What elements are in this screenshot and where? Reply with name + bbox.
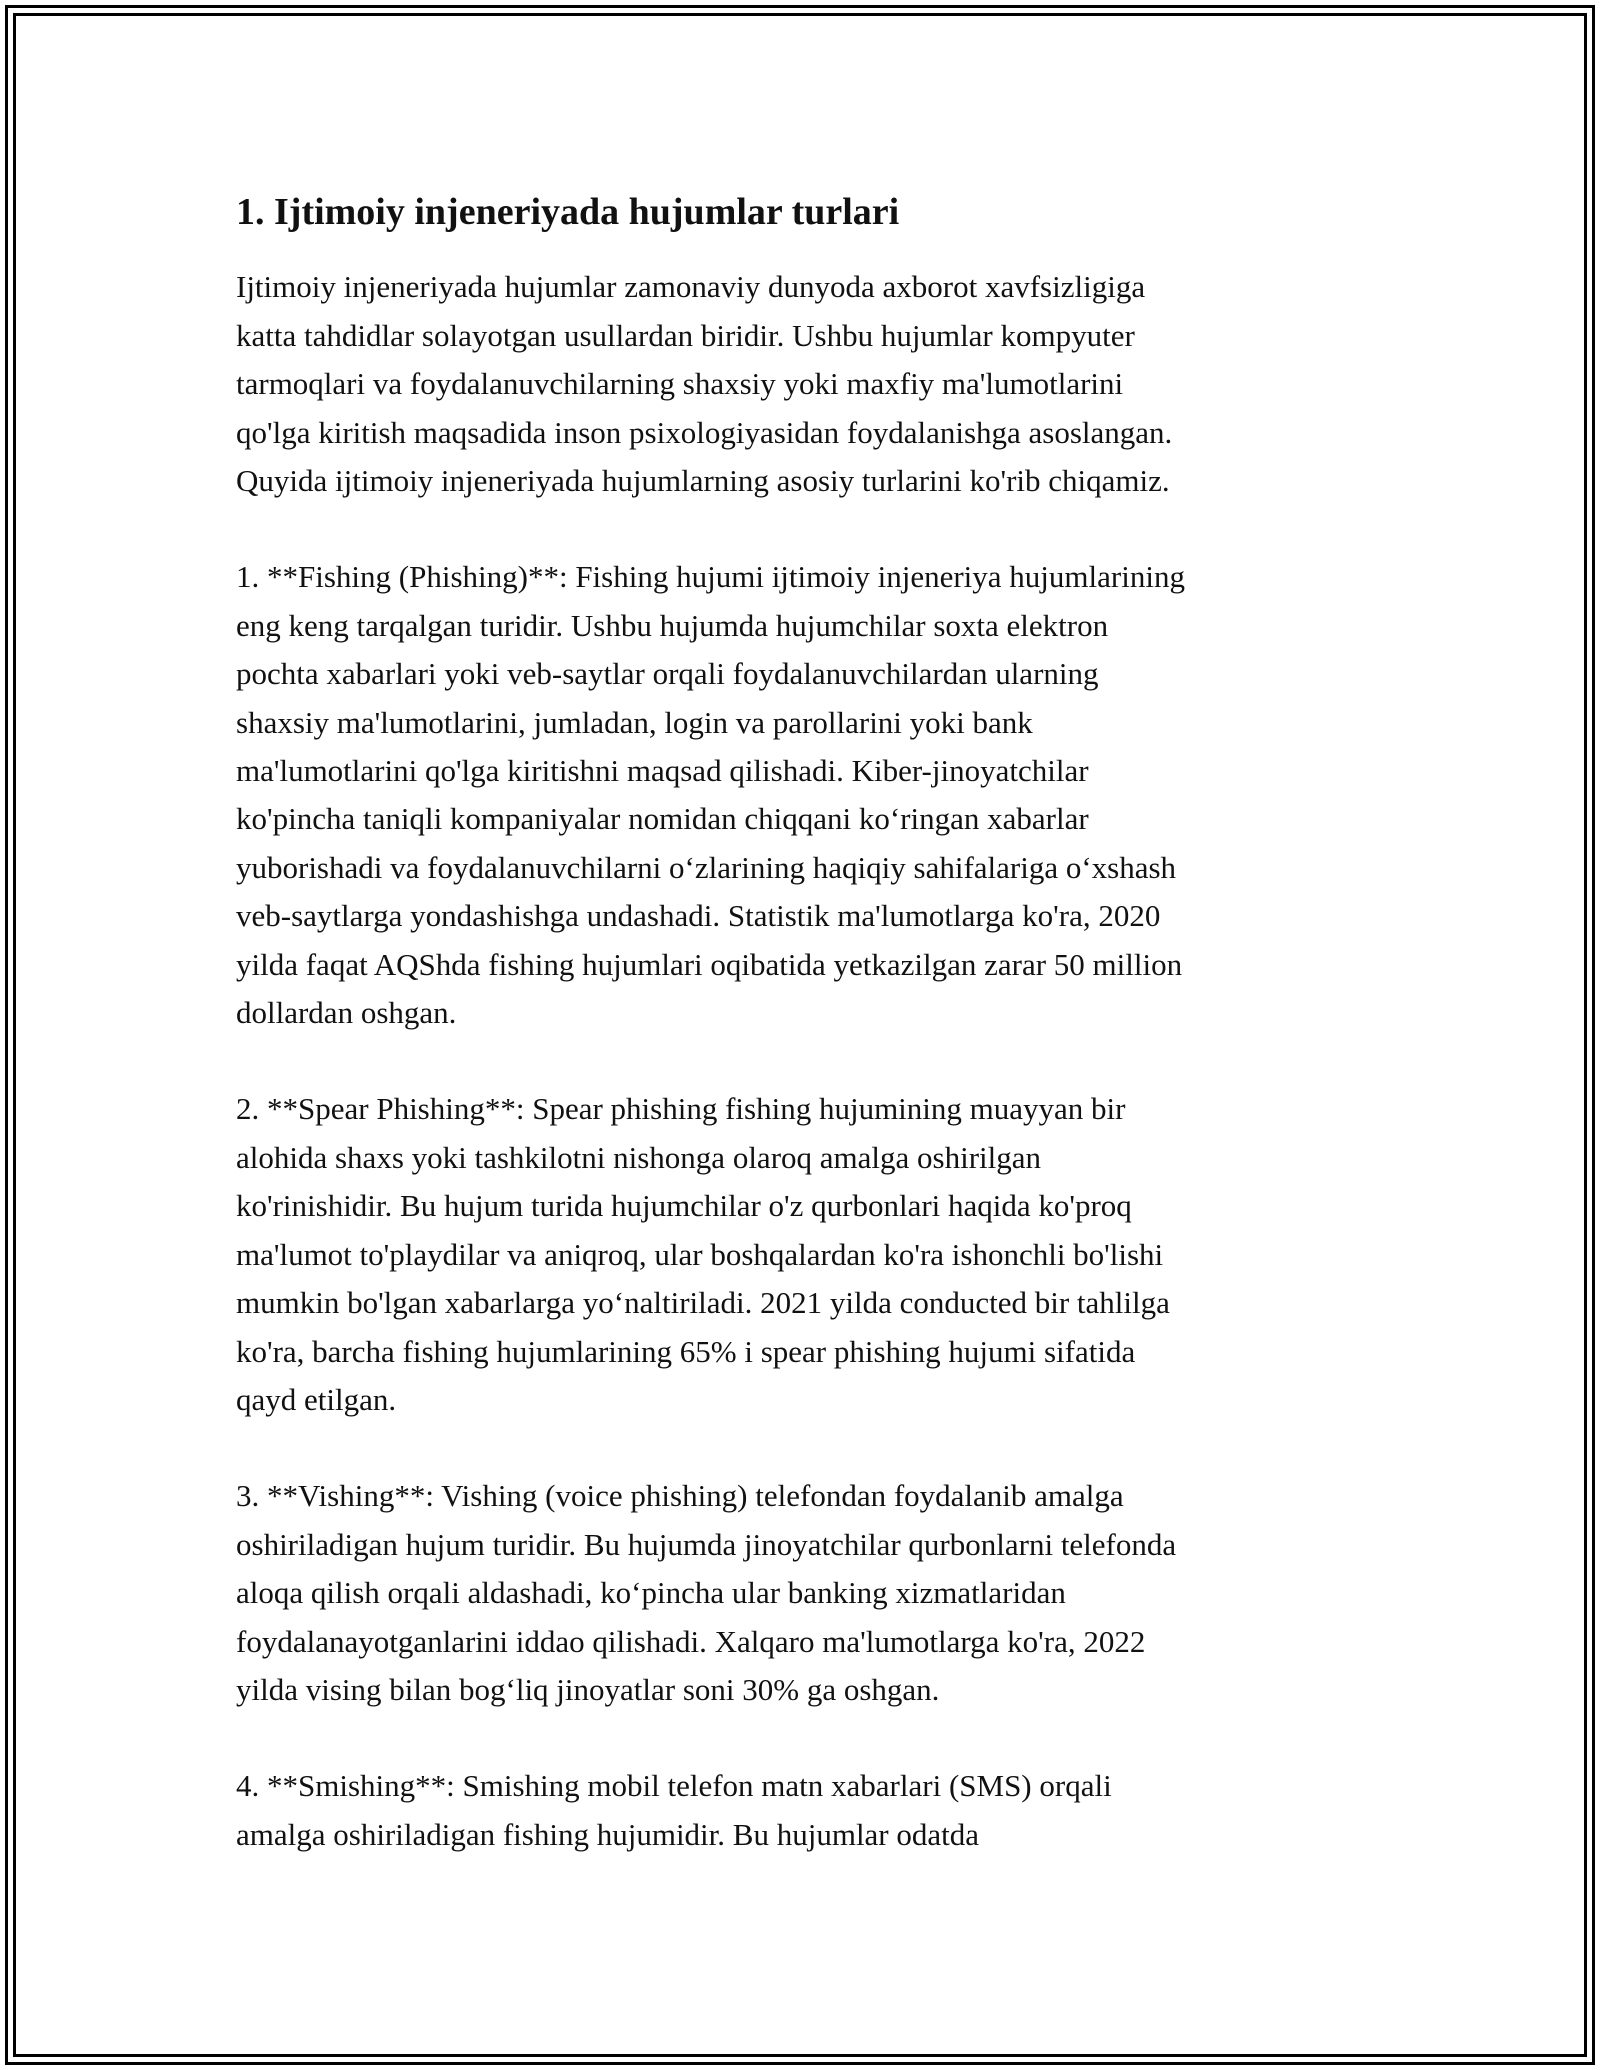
spear-phishing-paragraph: 2. **Spear Phishing**: Spear phishing fishing hujumining muayyan bir alohida shaxs yoki tashkilotni nishonga olaroq amalga oshirilgan ko'rinishidir. Bu hujum turida hujumchilar o'z qurbonlari haqida ko'proq ma'lumot to'playdilar va aniqroq, ular boshqalardan ko'ra ishonchli bo'lishi mumkin bo'lgan xabarlarga yo‘naltiriladi. 2021 yilda conducted bir tahlilga ko'ra, barcha fishing hujumlarining 65% i spear phishing hujumi sifatida qayd etilgan. — [236, 1091, 1170, 1417]
document-body — [236, 188, 1376, 1907]
intro-paragraph: Ijtimoiy injeneriyada hujumlar zamonaviy dunyoda axborot xavfsizligiga katta tahdidlar solayotgan usullardan biridir. Ushbu hujumlar kompyuter tarmoqlari va foydalanuvchilarning shaxsiy yoki maxfiy ma'lumotlarini qo'lga kiritish maqsadida inson psixologiyasidan foydalanishga asoslangan. Quyida ijtimoiy injeneriyada hujumlarning asosiy turlarini ko'rib chiqamiz. — [236, 269, 1173, 499]
section-heading: 1. Ijtimoiy injeneriyada hujumlar turlari — [236, 191, 900, 233]
phishing-paragraph: 1. **Fishing (Phishing)**: Fishing hujumi ijtimoiy injeneriya hujumlarining eng keng tarqalgan turidir. Ushbu hujumda hujumchilar soxta elektron pochta xabarlari yoki veb-saytlar orqali foydalanuvchilardan ularning shaxsiy ma'lumotlarini, jumladan, login va parollarini yoki bank ma'lumotlarini qo'lga kiritishni maqsad qilishadi. Kiber-jinoyatchilar ko'pincha taniqli kompaniyalar nomidan chiqqani ko‘ringan xabarlar yuborishadi va foydalanuvchilarni o‘zlarining haqiqiy sahifalariga o‘xshash veb-saytlarga yondashishga undashadi. Statistik ma'lumotlarga ko'ra, 2020 yilda faqat AQShda fishing hujumlari oqibatida yetkazilgan zarar 50 million dollardan oshgan. — [236, 559, 1185, 1031]
smishing-paragraph: 4. **Smishing**: Smishing mobil telefon matn xabarlari (SMS) orqali amalga oshiriladigan fishing hujumidir. Bu hujumlar odatda — [236, 1768, 1112, 1852]
vishing-paragraph: 3. **Vishing**: Vishing (voice phishing) telefondan foydalanib amalga oshiriladigan hujum turidir. Bu hujumda jinoyatchilar qurbonlarni telefonda aloqa qilish orqali aldashadi, ko‘pincha ular banking xizmatlaridan foydalanayotganlarini iddao qilishadi. Xalqaro ma'lumotlarga ko'ra, 2022 yilda vising bilan bog‘liq jinoyatlar soni 30% ga oshgan. — [236, 1478, 1177, 1707]
